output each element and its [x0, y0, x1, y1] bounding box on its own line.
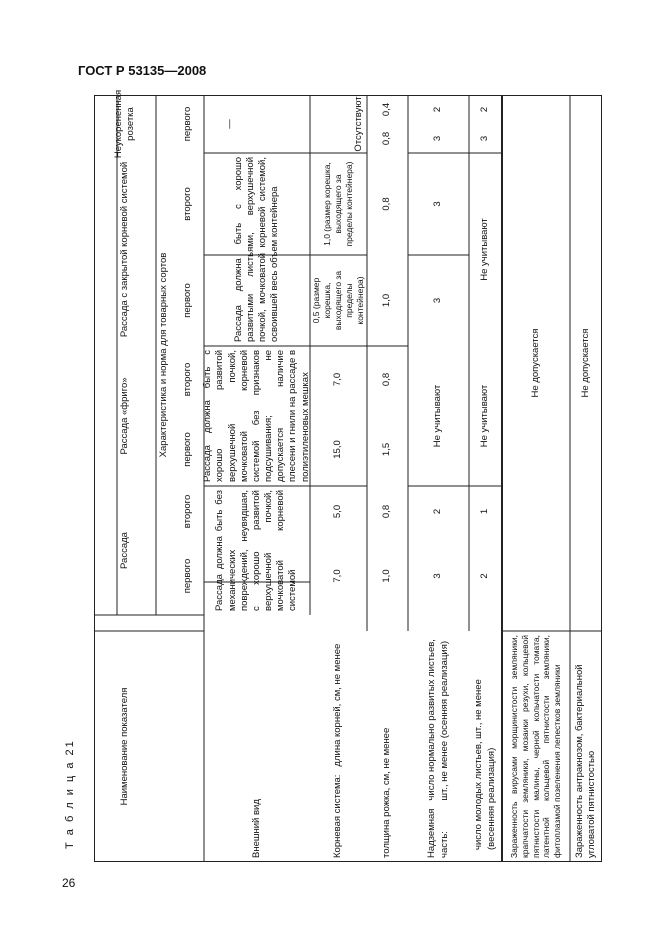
horn-rassada-first: 1,0: [381, 569, 393, 583]
row-label-roots: [310, 631, 367, 862]
header-grade-first: первого: [181, 283, 193, 318]
header-grade-second: второго: [181, 494, 193, 529]
leaves-normal-rosette-first: 3: [432, 135, 444, 142]
row-label-horn: толщина рожка, см, не менее: [381, 727, 393, 858]
header-group-rassada: Рассада: [118, 532, 130, 569]
header-grade-second: второго: [181, 362, 193, 397]
page-number: 26: [62, 876, 76, 890]
header-grade-first: первого: [181, 558, 193, 594]
row-label-roots-length: длина корней, см, не менее: [332, 643, 344, 767]
appearance-rosette: —: [224, 119, 235, 129]
row-label-roots-main: Корневая система:: [332, 774, 344, 858]
row-label-leaves-normal: [408, 631, 469, 862]
viruses-value: Не допускается: [529, 328, 541, 398]
data-table: [94, 89, 502, 862]
horn-frigo-first: 1,5: [381, 442, 393, 457]
roots-rassada-first: 7,0: [332, 569, 344, 583]
leaves-normal-closed-first: 3: [432, 297, 444, 304]
leaves-normal-rosette-second: 2: [432, 106, 444, 113]
roots-rosette: Отсутствуют: [352, 96, 364, 152]
roots-closed-first: 0,5 (размер корешка, выходящего за пределы контейнера): [311, 270, 365, 331]
table-caption: Т а б л и ц а 21: [64, 739, 76, 849]
leaves-young-closed: Не учитывают: [479, 218, 491, 281]
row-label-viruses: Зараженность вирусами морщинистости земляники, крапчатости земляники, мозаики резухи, кольцевой пятнистости малины, черной кольчатости томата, латентной кольцевой пятнистости земляники, фитоплазмой позеленения лепестков земляники: [508, 635, 563, 858]
row-label-leaves-young: число молодых листьев, шт., не менее (весенняя реализация): [473, 679, 497, 850]
roots-frigo-second: 7,0: [332, 372, 344, 387]
leaves-normal-rassada-second: 2: [432, 508, 444, 515]
leaves-normal-frigo: Не учитывают: [432, 384, 444, 448]
horn-frigo-second: 0,8: [381, 372, 393, 387]
leaves-normal-closed-second: 3: [432, 201, 444, 207]
header-group-closed-root: Рассада с закрытой корневой системой: [118, 161, 130, 338]
document-code: ГОСТ Р 53135—2008: [78, 63, 207, 78]
header-grade-second: второго: [181, 187, 193, 221]
leaves-young-rosette-first: 3: [479, 135, 491, 142]
leaves-young-rosette-second: 2: [479, 106, 491, 113]
leaves-young-frigo: Не учитывают: [479, 384, 491, 448]
leaves-normal-rassada-first: 3: [432, 573, 444, 579]
horn-rassada-second: 0,8: [381, 504, 393, 519]
leaves-young-rassada-second: 1: [479, 508, 491, 515]
header-indicator-name: Наименование показателя: [118, 687, 130, 806]
header-group-frigo: Рассада «фриго»: [118, 377, 130, 455]
horn-closed-second: 0,8: [381, 197, 393, 211]
roots-frigo-first: 15,0: [332, 440, 344, 459]
appearance-closed-root: Рассада должна быть с хорошо развитыми листьями, верхушечной почкой, мочковатой корневой системой, освоившей весь объем контейнера: [232, 157, 281, 342]
leaves-young-rassada-first: 2: [479, 573, 491, 579]
bottom-rows: [502, 95, 602, 862]
anthracnose-value: Не допускается: [579, 328, 591, 398]
row-label-appearance: Внешний вид: [250, 799, 262, 858]
horn-closed-first: 1,0: [381, 293, 393, 308]
header-grade-first: первого: [181, 432, 193, 467]
header-grade-first: первого: [181, 106, 193, 142]
row-label-aboveground: Надземная часть:: [426, 808, 450, 858]
horn-rosette-second: 0,4: [381, 102, 393, 117]
row-label-anthracnose: Зараженность антракнозом, бактериальной угловатой пятнистостью: [573, 664, 597, 858]
roots-rassada-second: 5,0: [332, 504, 344, 519]
header-characteristic: Характеристика и норма для товарных сортов: [157, 252, 169, 458]
row-label-leaves-normal-text: число нормально развитых листьев, шт., не менее (осенняя реализация): [426, 639, 450, 801]
appearance-rassada: Рассада должна быть без механических повреждений, неувядшая, с хорошо развитой верхушечной почкой, мочковатой корневой системой: [214, 490, 299, 611]
horn-rosette-first: 0,8: [381, 131, 393, 146]
roots-closed-second: 1,0 (размер корешка, выходящего за пределы контейнера): [322, 161, 354, 247]
header-group-rosette: Неукорененная розетка: [112, 89, 136, 159]
appearance-frigo: Рассада должна быть с хорошо развитой верхушечной почкой, мочковатой корневой системой без признаков подсушивания; не допускается наличие плесени и гнили на рассаде в полиэтиленовых мешках: [202, 350, 311, 482]
